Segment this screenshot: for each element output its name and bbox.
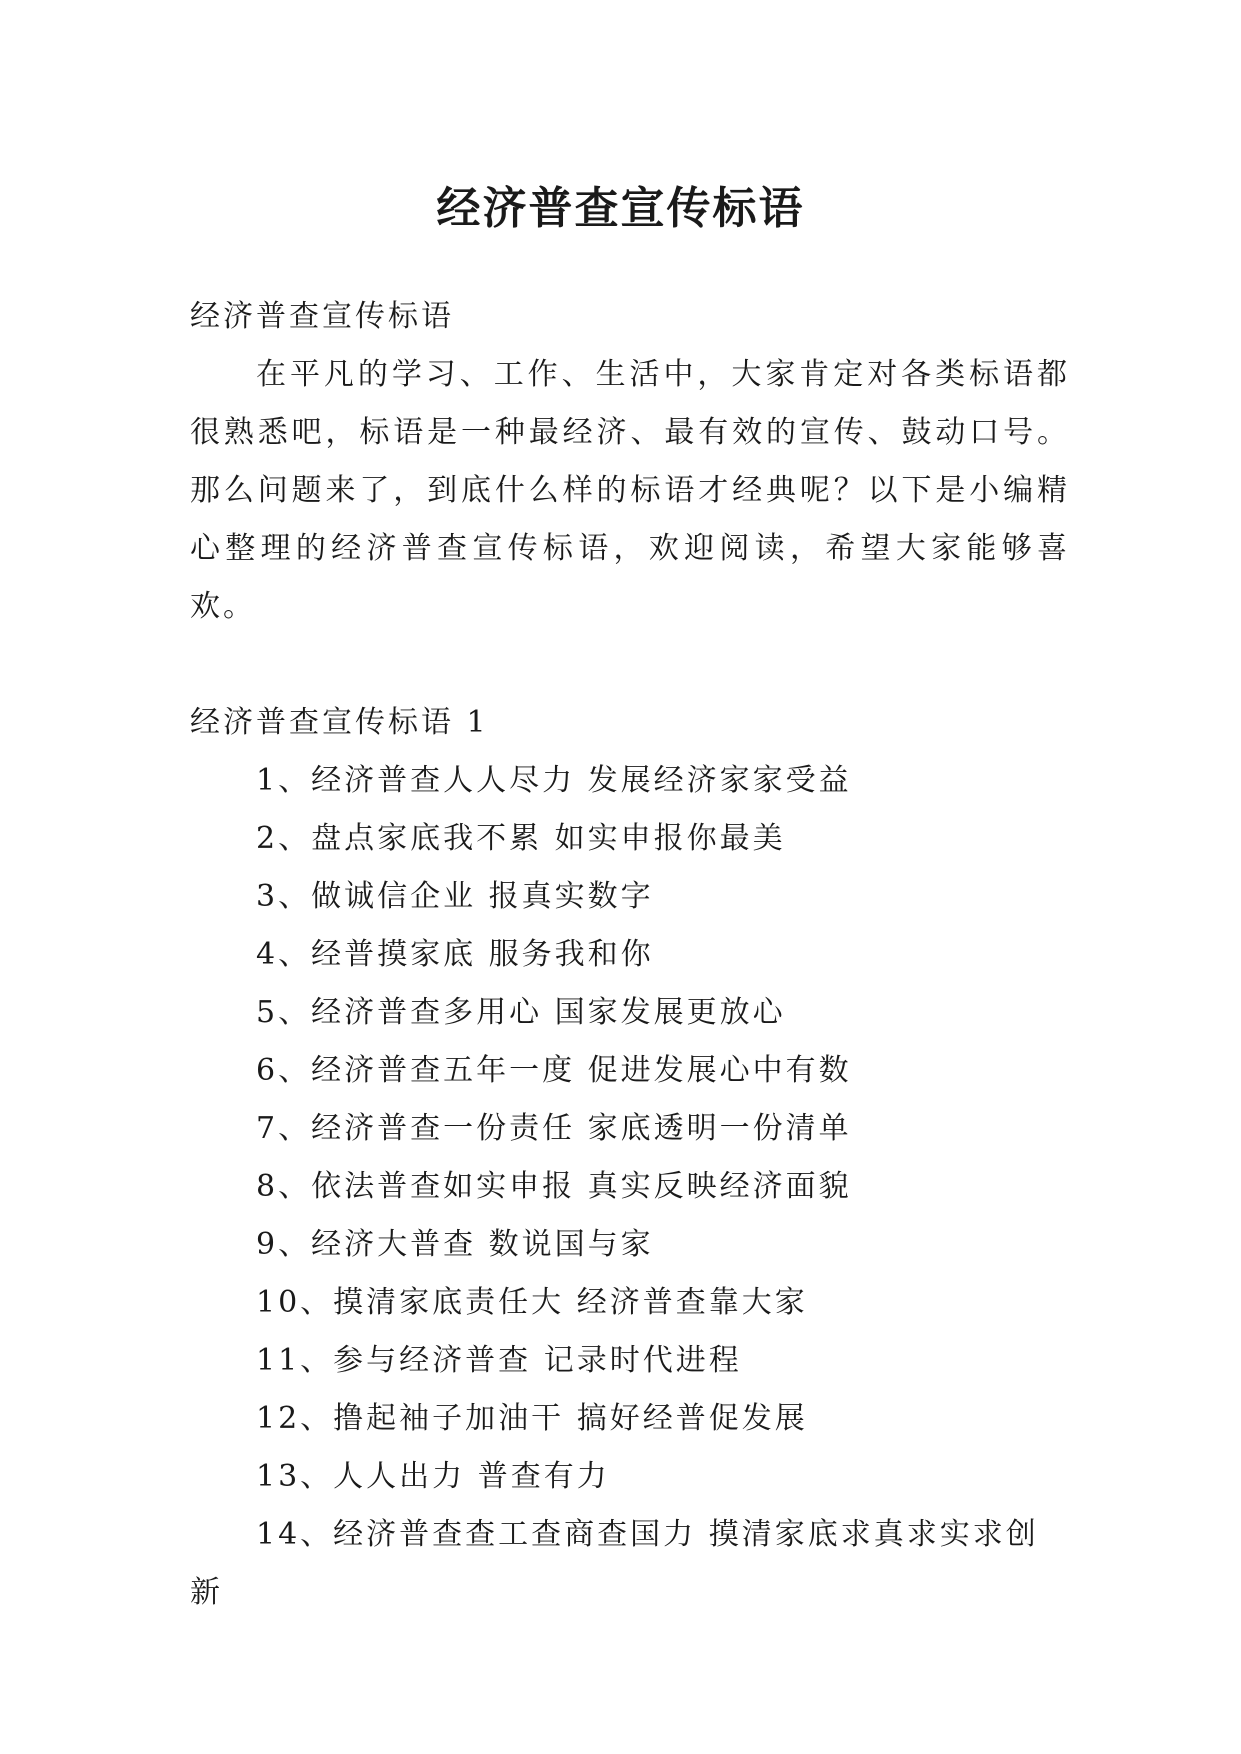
slogan-item: 8、依法普查如实申报 真实反映经济面貌	[256, 1169, 852, 1204]
slogan-item: 10、摸清家底责任大 经济普查靠大家	[256, 1285, 808, 1320]
slogan-item: 1、经济普查人人尽力 发展经济家家受益	[256, 763, 852, 798]
slogan-item: 13、人人出力 普查有力	[256, 1459, 610, 1494]
section-heading: 经济普查宣传标语 1	[190, 705, 489, 740]
slogan-item: 14、经济普查查工查商查国力 摸清家底求真求实求创新	[190, 1517, 1039, 1610]
document-subtitle: 经济普查宣传标语	[190, 299, 454, 334]
document-body	[190, 288, 1070, 1622]
slogan-item: 11、参与经济普查 记录时代进程	[256, 1343, 742, 1378]
slogan-item: 5、经济普查多用心 国家发展更放心	[256, 995, 786, 1030]
document-title: 经济普查宣传标语	[436, 183, 805, 235]
slogan-item: 3、做诚信企业 报真实数字	[256, 879, 654, 914]
slogan-item: 4、经普摸家底 服务我和你	[256, 937, 654, 972]
slogan-item: 12、撸起袖子加油干 搞好经普促发展	[256, 1401, 808, 1436]
slogan-item: 9、经济大普查 数说国与家	[256, 1227, 654, 1262]
slogan-item: 2、盘点家底我不累 如实申报你最美	[256, 821, 786, 856]
intro-paragraph: 在平凡的学习、工作、生活中，大家肯定对各类标语都很熟悉吧，标语是一种最经济、最有效的宣传、鼓动口号。那么问题来了，到底什么样的标语才经典呢？以下是小编精心整理的经济普查宣传标语，欢迎阅读，希望大家能够喜欢。	[190, 357, 1070, 624]
slogan-item: 6、经济普查五年一度 促进发展心中有数	[256, 1053, 852, 1088]
slogan-item: 7、经济普查一份责任 家底透明一份清单	[256, 1111, 852, 1146]
slogan-list	[190, 752, 1070, 1622]
